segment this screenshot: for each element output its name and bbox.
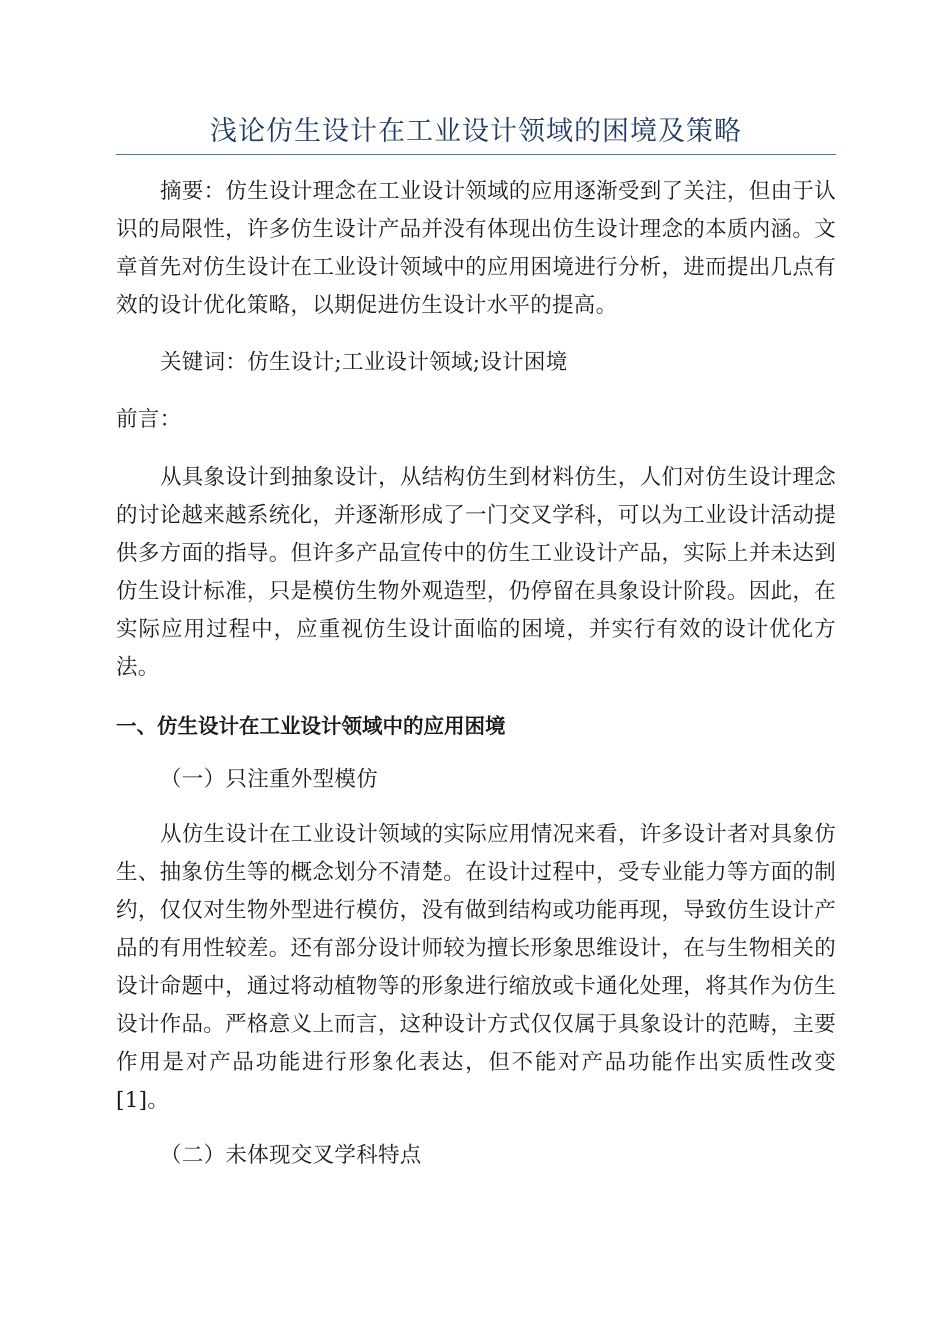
subsection-heading-2: （二）未体现交叉学科特点: [160, 1143, 422, 1168]
document-page: [116, 0, 836, 1175]
abstract-paragraph: 摘要：仿生设计理念在工业设计领域的应用逐渐受到了关注，但由于认识的局限性，许多仿生设计产品并没有体现出仿生设计理念的本质内涵。文章首先对仿生设计在工业设计领域中的应用困境进行分析，进而提出几点有效的设计优化策略，以期促进仿生设计水平的提高。: [116, 179, 836, 318]
keywords-line: 关键词：仿生设计;工业设计领域;设计困境: [160, 350, 568, 375]
subsection-1-paragraph: 从仿生设计在工业设计领域的实际应用情况来看，许多设计者对具象仿生、抽象仿生等的概念划分不清楚。在设计过程中，受专业能力等方面的制约，仅仅对生物外型进行模仿，没有做到结构或功能再现，导致仿生设计产品的有用性较差。还有部分设计师较为擅长形象思维设计，在与生物相关的设计命题中，通过将动植物等的形象进行缩放或卡通化处理，将其作为仿生设计作品。严格意义上而言，这种设计方式仅仅属于具象设计的范畴，主要作用是对产品功能进行形象化表达，但不能对产品功能作出实质性改变[1]。: [116, 822, 836, 1113]
preface-label: 前言：: [116, 407, 182, 432]
intro-paragraph: 从具象设计到抽象设计，从结构仿生到材料仿生，人们对仿生设计理念的讨论越来越系统化，并逐渐形成了一门交叉学科，可以为工业设计活动提供多方面的指导。但许多产品宣传中的仿生工业设计产品，实际上并未达到仿生设计标准，只是模仿生物外观造型，仍停留在具象设计阶段。因此，在实际应用过程中，应重视仿生设计面临的困境，并实行有效的设计优化方法。: [116, 465, 836, 680]
document-title: 浅论仿生设计在工业设计领域的困境及策略: [116, 112, 836, 155]
section-heading-1: 一、仿生设计在工业设计领域中的应用困境: [116, 714, 506, 738]
subsection-heading-1: （一）只注重外型模仿: [160, 767, 379, 792]
